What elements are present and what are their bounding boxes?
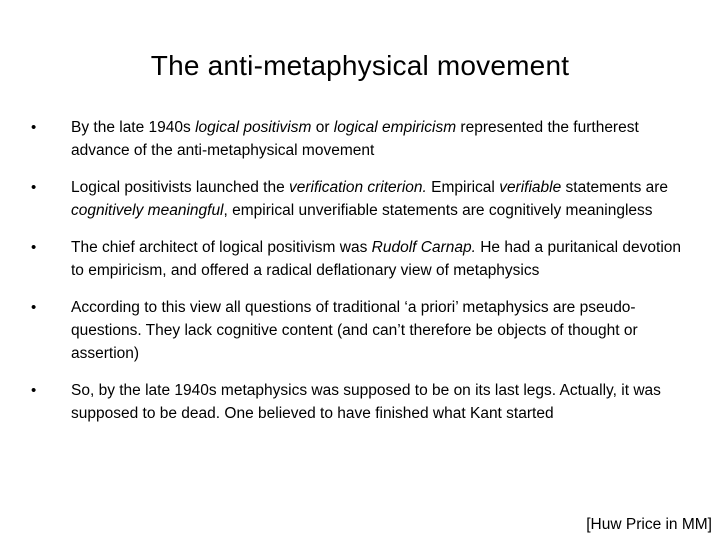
emphasis-text: logical positivism — [195, 119, 312, 136]
text-run: So, by the late 1940s metaphysics was supposed to be on its last legs. Actually, it was supposed to be dead. One believed to have finished what Kant started — [71, 382, 661, 422]
emphasis-text: Rudolf Carnap. — [371, 239, 476, 256]
bullet-text — [71, 299, 638, 362]
text-run: statements are — [561, 179, 669, 196]
text-run: or — [311, 119, 334, 136]
text-run: The chief architect of logical positivism was — [71, 239, 372, 256]
text-run: , empirical unverifiable statements are cognitively meaningless — [223, 202, 653, 219]
bullet-dot: • — [31, 119, 37, 136]
bullet-text — [71, 239, 681, 279]
emphasis-text: cognitively meaningful — [71, 202, 224, 219]
bullet-item-5 — [31, 379, 691, 425]
bullet-dot: • — [31, 239, 37, 256]
text-run: represented the furtherest advance of the anti-metaphysical movement — [71, 119, 639, 159]
text-run: He had a puritanical devotion to empiricism, and offered a radical deflationary view of metaphysics — [71, 239, 682, 279]
text-run: By the late 1940s — [71, 119, 196, 136]
bullet-list — [31, 116, 691, 439]
bullet-dot: • — [31, 299, 37, 316]
slide-title: The anti-metaphysical movement — [150, 50, 570, 81]
text-run: Empirical — [426, 179, 500, 196]
bullet-item-2 — [31, 176, 691, 222]
bullet-text — [71, 179, 668, 219]
emphasis-text: verification criterion. — [289, 179, 427, 196]
text-run: Logical positivists launched the — [71, 179, 289, 196]
emphasis-text: verifiable — [499, 179, 562, 196]
bullet-item-4 — [31, 296, 691, 365]
bullet-text — [71, 382, 661, 422]
emphasis-text: logical empiricism — [333, 119, 457, 136]
text-run: According to this view all questions of traditional ‘a priori’ metaphysics are pseudo-questions. They lack cognitive content (and can’t therefore be objects of thought or assertion) — [71, 299, 638, 362]
bullet-dot: • — [31, 382, 37, 399]
bullet-text — [71, 119, 639, 159]
bullet-item-3 — [31, 236, 691, 282]
bullet-dot: • — [31, 179, 37, 196]
bullet-item-1 — [31, 116, 691, 162]
source-citation: [Huw Price in MM] — [586, 516, 712, 533]
